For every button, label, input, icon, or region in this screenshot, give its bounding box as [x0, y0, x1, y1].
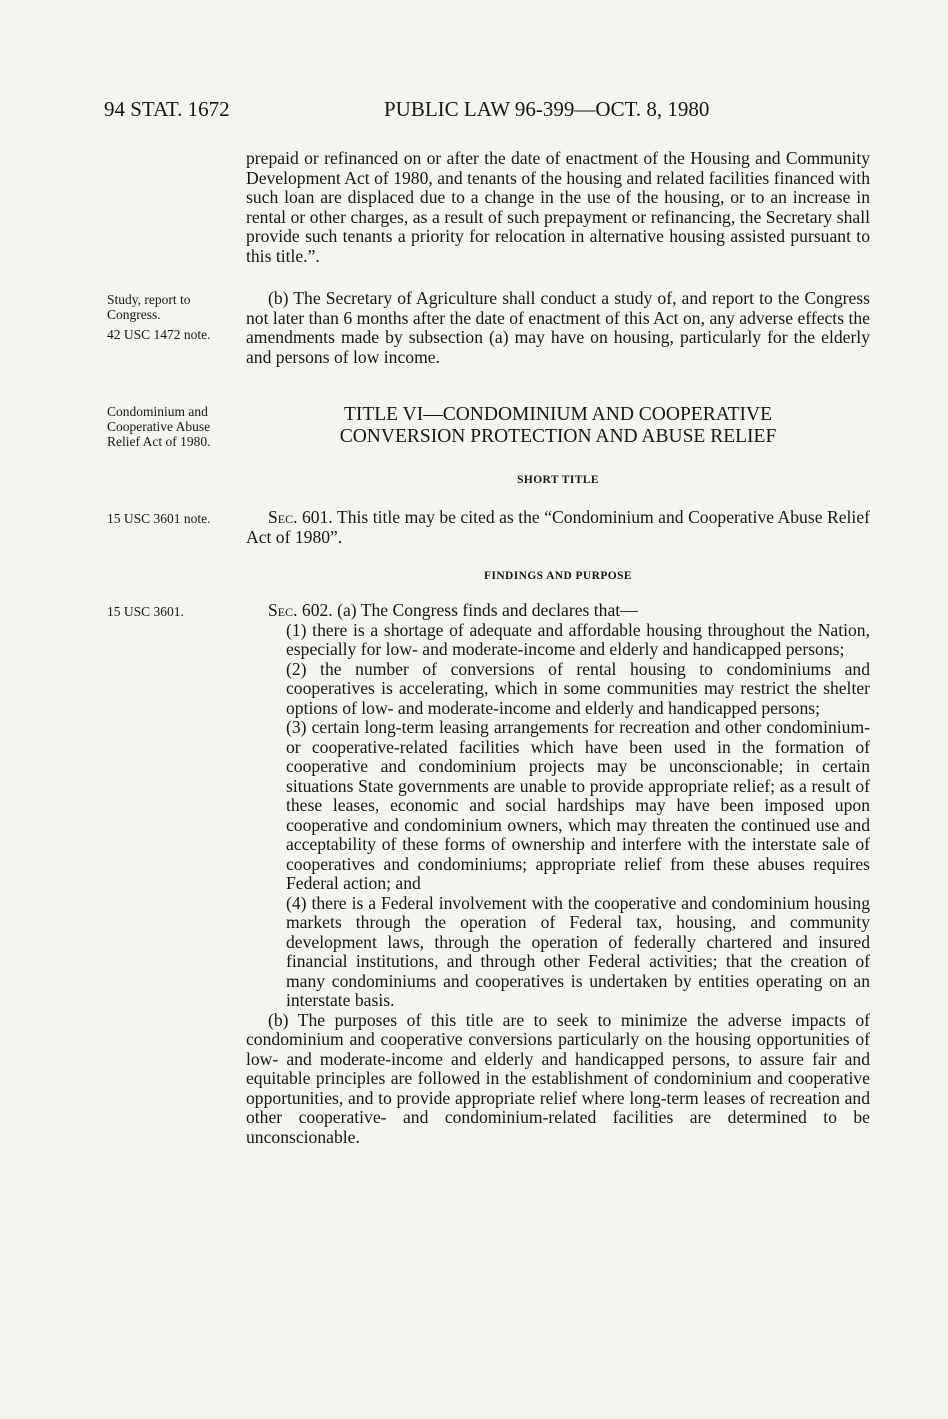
section-602-intro: (a) The Congress finds and declares that— [337, 600, 638, 620]
section-601 [246, 508, 870, 547]
section-601-label: Sec. 601. [268, 507, 333, 527]
continuation-text: prepaid or refinanced on or after the date of enactment of the Housing and Community Development Act of 1980, and tenants of the housing and related facilities financed with such loan are displaced due to a change in the use of the housing, or to an increase in rental or other charges, as a result of such prepayment or refinancing, the Secretary shall provide such tenants a priority for relocation in alternative housing assisted pursuant to this title.”. [246, 148, 870, 266]
public-law-heading: PUBLIC LAW 96-399—OCT. 8, 1980 [384, 97, 710, 121]
finding-item-1-text: (1) there is a shortage of adequate and affordable housing throughout the Nation, especially for low- and moderate-income and elderly and handicapped persons; [286, 619, 870, 659]
finding-item-3 [246, 718, 870, 894]
margin-note-15usc3601-note: 15 USC 3601 note. [107, 511, 211, 526]
short-title-heading: SHORT TITLE [517, 474, 599, 486]
section-602-label: Sec. 602. [268, 600, 333, 620]
finding-item-4-text: (4) there is a Federal involvement with the cooperative and condominium housing markets through the operation of Federal tax, housing, and community development laws, through the operation of federally chartered and insured financial institutions, and through other Federal activities; that the creation of many condominiums and cooperatives is undertaken by entities operating on an interstate basis. [286, 892, 870, 1010]
section-602-b-text: (b) The purposes of this title are to seek to minimize the adverse impacts of condominium and cooperative conversions particularly on the housing opportunities of low- and moderate-income and elderly and handicapped persons, to assure fair and equitable principles are followed in the establishment of condominium and cooperative opportunities, and to provide appropriate relief where long-term leases of recreation and other cooperative- and condominium-related facilities are determined to be unconscionable. [246, 1009, 870, 1147]
section-b-paragraph [246, 289, 870, 367]
finding-item-1 [246, 621, 870, 660]
finding-item-2 [246, 660, 870, 719]
section-602 [246, 601, 870, 1147]
title-vi-heading [246, 404, 870, 448]
finding-item-4 [246, 894, 870, 1011]
margin-note-15usc3601: 15 USC 3601. [107, 604, 184, 619]
stat-page-number: 94 STAT. 1672 [104, 97, 230, 121]
continuation-paragraph [246, 149, 870, 266]
margin-note-42usc1472: 42 USC 1472 note. [107, 327, 211, 342]
page-header [104, 97, 864, 127]
margin-note-study: Study, report to Congress. [107, 292, 191, 322]
section-601-body: This title may be cited as the “Condominium and Cooperative Abuse Relief Act of 1980”. [246, 507, 870, 547]
section-601-text [246, 508, 870, 547]
finding-item-2-text: (2) the number of conversions of rental housing to condominiums and cooperatives is accelerating, which in some communities may restrict the shelter options of low- and moderate-income and elderly and handicapped persons; [286, 658, 870, 718]
title-line-1: TITLE VI—CONDOMINIUM AND COOPERATIVE [343, 404, 773, 425]
section-b-text: (b) The Secretary of Agriculture shall conduct a study of, and report to the Congress not later than 6 months after the date of enactment of this Act on, any adverse effects the amendments made by subsection (a) may have on housing, particularly for the elderly and persons of low income. [246, 288, 870, 367]
title-line-2: CONVERSION PROTECTION AND ABUSE RELIEF [339, 426, 777, 447]
margin-note-condo-act: Condominium and Cooperative Abuse Relief Act of 1980. [107, 404, 211, 449]
findings-heading: FINDINGS AND PURPOSE [484, 570, 632, 582]
finding-item-3-text: (3) certain long-term leasing arrangements for recreation and other condominium- or cooperative-related facilities which have been used in the formation of cooperative and condominium projects may be unconscionable; in certain situations State governments are unable to provide appropriate relief; as a result of these leases, economic and social hardships may have been imposed upon cooperative and condominium owners, which may threaten the continued use and acceptability of these forms of ownership and interfere with the interstate sale of cooperatives and condominiums; appropriate relief from these abuses requires Federal action; and [286, 717, 870, 893]
section-602-b [246, 1011, 870, 1148]
section-602-intro-line [246, 601, 870, 621]
